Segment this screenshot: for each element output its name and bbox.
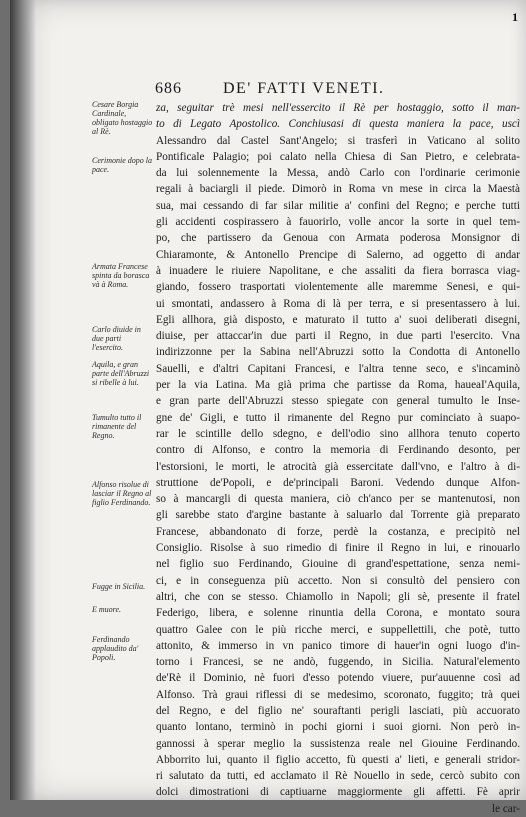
margin-note: Tumulto tutto il rimanente del Regno. [92,413,142,440]
text-line: Federigo, libera, e solenne rinuntia della Corona, e montato soura [156,607,520,620]
text-line: l'estorsioni, le morti, le atrocità già essercitate dall'vno, e l'altro à di- [156,460,520,473]
margin-note: Alfonso risolue di lasciar il Regno al figlio Ferdinando. [92,480,152,507]
text-line: contro di Alfonso, e contro la memoria di Ferdinando desonto, per [156,444,520,457]
text-line: de'Rè il Dominio, nè fuori d'esso potendo viuere, pur'auuenne così ad [156,672,520,685]
margin-note: Carlo diuide in due parti l'esercito. [92,325,141,352]
text-line: regali à baciargli il piede. Dimorò in Roma vn mese in circa la Maestà [156,183,520,196]
text-line: gli accidenti cospirassero à fauorirlo, volle ancor la sorte in quel tem- [156,216,520,229]
text-line: nel figlio suo Ferdinando, Giouine di grand'espettatione, senza nemi- [156,558,520,571]
text-line: Chiaramonte, & Antonello Prencipe di Salerno, ad oggetto di andar [156,248,520,261]
running-head: DE' FATTI VENETI. [223,80,385,97]
margin-note: Cesare Borgia Cardinale, obligato hostaggio al Rè. [92,100,153,136]
text-line: per la via Latina. Ma già prima che partisse da Roma, haueaI'Aquila, [156,379,520,392]
text-line: Alfonso. Trà graui riflessi di se medesimo, scoronato, fuggito; trà quei [156,688,520,701]
margin-note: Armata Francese spinta da borasca và à Roma. [92,262,150,289]
book-page [10,0,526,815]
text-line: quattro Galee con le più ricche merci, e suppellettili, che potè, tutto [156,623,520,636]
text-line: altri, che con se stesso. Chiamollo in Napoli; gli sè, presente il fratel [156,590,520,603]
text-line: gli sarebbe stato d'argine bastante à saluarlo dal Torrente già preparato [156,509,520,522]
text-line: struttione de'Popoli, e de'principali Baroni. Vedendo dunque Alfon- [156,476,520,489]
catchword: le car- [491,802,520,815]
text-line: diuise, per attaccar'in due parti il Regno, in due parti l'esercito. Vna [156,330,520,343]
text-line: quanto lontano, terminò in pochi giorni i suoi giorni. Non però in- [156,721,520,734]
text-line: rar le scintille dello sdegno, e dell'odio sino allhora tenuto coperto [156,427,520,440]
corner-mark: 1 [512,10,518,24]
text-line: ui smontati, andassero à Roma di là per terra, e si presentassero à lui. [156,297,520,310]
text-line: e gran parte dell'Abruzzi stesso spiegate con general tumulto le Inse- [156,395,520,408]
text-line: Abborrito lui, quanto il figlio accetto, fù questi a' lieti, e generali stridor- [156,753,520,766]
text-line: za, seguitar trè mesi nell'essercito il Rè per hostaggio, sotto il man- [156,102,520,114]
text-line: po, che partissero da Genoua con Armata poderosa Monsignor di [156,232,520,245]
margin-note: Aquila, e gran parte dell'Abruzzi si ribelle à lui. [92,360,150,387]
text-line: Francese, abbandonato di forze, perdè la costanza, e precipitò nel [156,525,520,538]
text-line: gne de' Gigli, e tutto il rimanente del Regno pur cominciato à suapo- [156,411,520,424]
text-line: torno i Francesi, se ne andò, fuggendo, in Sicilia. Natural'elemento [156,656,520,669]
text-line: Alessandro dal Castel Sant'Angelo; si trasferì in Vaticano al solito [156,134,520,147]
margin-note: Ferdinando applaudito da' Popoli. [92,635,139,662]
text-line: Egli allhora, già disposto, e maturato il tutto a' suoi deliberati disegni, [156,313,520,326]
text-line: gannossi à sperar meglio la sussistenza reale nel Giouine Ferdinando. [156,737,520,750]
margin-note: Cerimonie dopo la pace. [92,156,152,174]
text-line: attonito, & immerso in vn panico timore di hauer'in ogni luogo d'in- [156,639,520,652]
text-line: to di Legato Apostolico. Conchiusasi di questa maniera la pace, uscì [156,118,520,131]
text-line: sua, mai cessando di far silar militie a' confini del Regno; e perche tutti [156,199,520,212]
text-line: so à mancargli di questa maniera, ciò ch'anco per se mantenutosi, non [156,493,520,506]
body-text [156,100,520,817]
text-line: da lui solennemente la Messa, andò Carlo con l'ordinarie cerimonie [156,167,520,180]
text-line: Sauelli, e d'altri Capitani Francesi, e l'altra tenne seco, e s'incaminò [156,362,520,375]
text-line: giando, fossero trasportati violentemente alle maremme Senesi, e qui- [156,281,520,294]
text-line: indirizzonne per la Sabina nell'Abruzzi sotto la Condotta di Antonello [156,346,520,359]
margin-note: E muore. [92,605,122,614]
page-number: 686 [155,80,182,97]
text-line: Consiglio. Risolse à suo rimedio di finire il Regno in lui, e rinouarlo [156,542,520,555]
margin-note: Fugge in Sicilia. [92,582,146,591]
text-line: Pontificale Palagio; poi calato nella Chiesa di San Pietro, e celebrata- [156,150,520,163]
text-line: ri salutato da tutti, ed acclamato il Rè Nouello in sede, cercò subito con [156,770,520,783]
text-line: à inuadere le riuiere Napolitane, e che assaliti da fiera borrasca viag- [156,264,520,277]
text-line: dolci dimostrationi di captiuarne maggiormente gli affetti. Fè aprir [156,786,520,799]
book-binding-shadow [10,0,36,800]
text-line: del Regno, e del figlio ne' souraftanti perigli lasciati, più accuorato [156,704,520,717]
text-line: ci, e in conseguenza più accetto. Non si consultò del pensiero con [156,574,520,587]
